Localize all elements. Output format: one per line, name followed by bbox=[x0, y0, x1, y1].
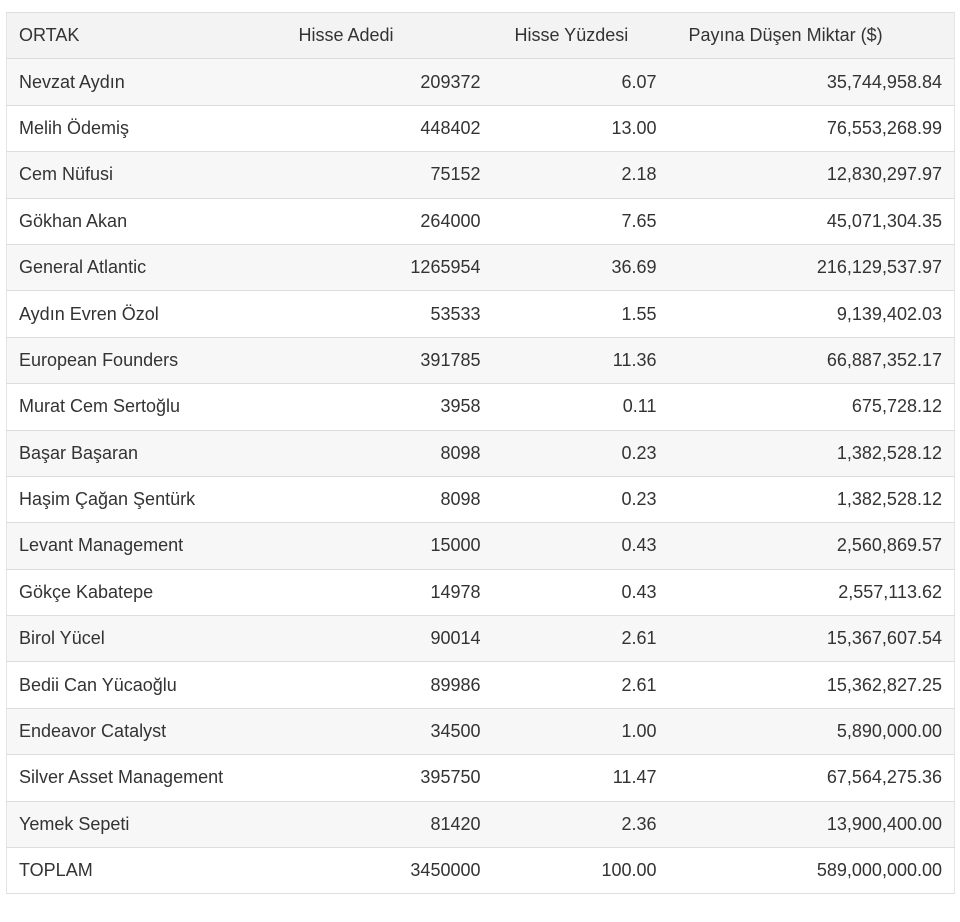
share-count-cell: 8098 bbox=[275, 476, 493, 522]
share-percent-cell: 0.23 bbox=[493, 476, 669, 522]
share-percent-cell: 6.07 bbox=[493, 59, 669, 105]
share-percent-cell: 100.00 bbox=[493, 848, 669, 894]
share-count-cell: 1265954 bbox=[275, 244, 493, 290]
amount-cell: 15,367,607.54 bbox=[669, 616, 955, 662]
share-percent-cell: 0.23 bbox=[493, 430, 669, 476]
partner-name-cell: TOPLAM bbox=[7, 848, 275, 894]
share-count-cell: 15000 bbox=[275, 523, 493, 569]
amount-cell: 5,890,000.00 bbox=[669, 708, 955, 754]
table-row bbox=[7, 152, 955, 198]
table-header-row bbox=[7, 13, 955, 59]
share-percent-cell: 1.55 bbox=[493, 291, 669, 337]
partner-name-cell: Haşim Çağan Şentürk bbox=[7, 476, 275, 522]
table-row bbox=[7, 801, 955, 847]
table-row bbox=[7, 198, 955, 244]
table-row bbox=[7, 569, 955, 615]
share-count-cell: 209372 bbox=[275, 59, 493, 105]
amount-cell: 9,139,402.03 bbox=[669, 291, 955, 337]
header-share-count: Hisse Adedi bbox=[275, 13, 493, 59]
amount-cell: 15,362,827.25 bbox=[669, 662, 955, 708]
share-count-cell: 264000 bbox=[275, 198, 493, 244]
shareholder-table bbox=[6, 12, 955, 894]
amount-cell: 45,071,304.35 bbox=[669, 198, 955, 244]
partner-name-cell: Yemek Sepeti bbox=[7, 801, 275, 847]
amount-cell: 2,560,869.57 bbox=[669, 523, 955, 569]
share-percent-cell: 11.36 bbox=[493, 337, 669, 383]
amount-cell: 2,557,113.62 bbox=[669, 569, 955, 615]
header-partner: ORTAK bbox=[7, 13, 275, 59]
amount-cell: 12,830,297.97 bbox=[669, 152, 955, 198]
share-count-cell: 395750 bbox=[275, 755, 493, 801]
share-count-cell: 90014 bbox=[275, 616, 493, 662]
share-percent-cell: 13.00 bbox=[493, 105, 669, 151]
partner-name-cell: Cem Nüfusi bbox=[7, 152, 275, 198]
share-count-cell: 3450000 bbox=[275, 848, 493, 894]
share-percent-cell: 0.11 bbox=[493, 384, 669, 430]
table-row bbox=[7, 708, 955, 754]
share-percent-cell: 7.65 bbox=[493, 198, 669, 244]
share-count-cell: 34500 bbox=[275, 708, 493, 754]
share-percent-cell: 2.61 bbox=[493, 662, 669, 708]
share-percent-cell: 36.69 bbox=[493, 244, 669, 290]
amount-cell: 66,887,352.17 bbox=[669, 337, 955, 383]
share-count-cell: 89986 bbox=[275, 662, 493, 708]
amount-cell: 1,382,528.12 bbox=[669, 476, 955, 522]
share-count-cell: 81420 bbox=[275, 801, 493, 847]
table-row bbox=[7, 337, 955, 383]
table-body bbox=[7, 59, 955, 894]
partner-name-cell: Silver Asset Management bbox=[7, 755, 275, 801]
share-count-cell: 14978 bbox=[275, 569, 493, 615]
partner-name-cell: Melih Ödemiş bbox=[7, 105, 275, 151]
amount-cell: 67,564,275.36 bbox=[669, 755, 955, 801]
header-share-percent: Hisse Yüzdesi bbox=[493, 13, 669, 59]
share-percent-cell: 0.43 bbox=[493, 523, 669, 569]
table-row bbox=[7, 523, 955, 569]
share-count-cell: 53533 bbox=[275, 291, 493, 337]
partner-name-cell: General Atlantic bbox=[7, 244, 275, 290]
partner-name-cell: Gökçe Kabatepe bbox=[7, 569, 275, 615]
amount-cell: 76,553,268.99 bbox=[669, 105, 955, 151]
partner-name-cell: Endeavor Catalyst bbox=[7, 708, 275, 754]
partner-name-cell: Murat Cem Sertoğlu bbox=[7, 384, 275, 430]
shareholder-table-container bbox=[6, 12, 954, 894]
share-percent-cell: 2.36 bbox=[493, 801, 669, 847]
table-row bbox=[7, 662, 955, 708]
table-row bbox=[7, 430, 955, 476]
partner-name-cell: Bedii Can Yücaoğlu bbox=[7, 662, 275, 708]
amount-cell: 216,129,537.97 bbox=[669, 244, 955, 290]
partner-name-cell: Birol Yücel bbox=[7, 616, 275, 662]
table-row bbox=[7, 755, 955, 801]
share-count-cell: 391785 bbox=[275, 337, 493, 383]
amount-cell: 675,728.12 bbox=[669, 384, 955, 430]
amount-cell: 13,900,400.00 bbox=[669, 801, 955, 847]
amount-cell: 589,000,000.00 bbox=[669, 848, 955, 894]
table-row bbox=[7, 244, 955, 290]
share-percent-cell: 0.43 bbox=[493, 569, 669, 615]
partner-name-cell: Levant Management bbox=[7, 523, 275, 569]
amount-cell: 1,382,528.12 bbox=[669, 430, 955, 476]
share-count-cell: 448402 bbox=[275, 105, 493, 151]
share-count-cell: 8098 bbox=[275, 430, 493, 476]
amount-cell: 35,744,958.84 bbox=[669, 59, 955, 105]
table-row bbox=[7, 59, 955, 105]
table-row bbox=[7, 384, 955, 430]
share-percent-cell: 2.18 bbox=[493, 152, 669, 198]
header-amount: Payına Düşen Miktar ($) bbox=[669, 13, 955, 59]
partner-name-cell: European Founders bbox=[7, 337, 275, 383]
share-percent-cell: 2.61 bbox=[493, 616, 669, 662]
share-count-cell: 75152 bbox=[275, 152, 493, 198]
table-row bbox=[7, 105, 955, 151]
partner-name-cell: Gökhan Akan bbox=[7, 198, 275, 244]
share-percent-cell: 11.47 bbox=[493, 755, 669, 801]
table-row bbox=[7, 291, 955, 337]
share-count-cell: 3958 bbox=[275, 384, 493, 430]
partner-name-cell: Başar Başaran bbox=[7, 430, 275, 476]
partner-name-cell: Nevzat Aydın bbox=[7, 59, 275, 105]
share-percent-cell: 1.00 bbox=[493, 708, 669, 754]
total-row bbox=[7, 848, 955, 894]
partner-name-cell: Aydın Evren Özol bbox=[7, 291, 275, 337]
table-row bbox=[7, 476, 955, 522]
table-row bbox=[7, 616, 955, 662]
